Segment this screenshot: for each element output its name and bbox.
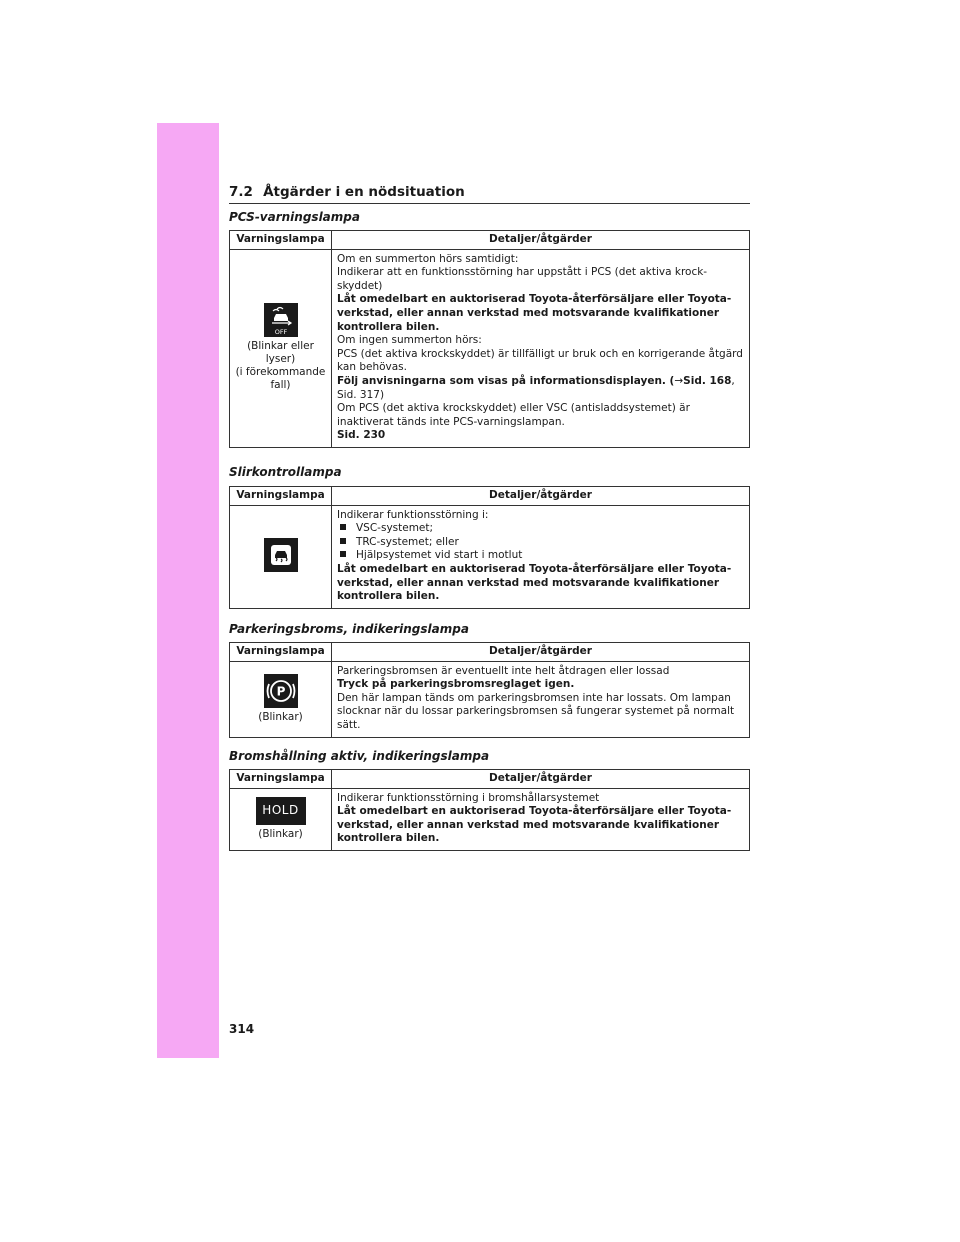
col-details: Detaljer/åtgärder [332,487,750,506]
col-details: Detaljer/åtgärder [332,231,750,250]
hold-table [229,769,750,851]
pcs-table [229,230,750,448]
page-link[interactable]: Sid. 230 [337,429,386,442]
col-details: Detaljer/åtgärder [332,643,750,662]
lamp-cell [230,661,332,737]
lamp-cell [230,505,332,608]
col-lamp: Varningslampa [230,487,332,506]
list-item: VSC-systemet; [337,522,744,536]
chapter-side-tab [157,123,219,1058]
lamp-cell [230,788,332,850]
section-number: 7.2 [229,184,253,200]
list-item: TRC-systemet; eller [337,536,744,550]
svg-text:OFF: OFF [274,328,287,337]
table-header-row [230,487,750,506]
section-header [229,181,750,204]
lamp-caption: (Blinkar) [258,710,303,723]
col-lamp: Varningslampa [230,643,332,662]
page-link[interactable]: Sid. 317) [337,388,385,401]
table-header-row [230,643,750,662]
slip-title: Slirkontrollampa [229,465,342,479]
page-number: 314 [229,1022,255,1036]
lamp-cell [230,249,332,447]
col-lamp: Varningslampa [230,231,332,250]
table-header-row [230,770,750,789]
brake-hold-icon: HOLD [256,797,306,825]
section-title: Åtgärder i en nödsituation [263,184,465,200]
details-cell: Indikerar funktionsstörning i bromshållarsystemet Låt omedelbart en auktoriserad Toyota-återförsäljare eller Toyota-verkstad, eller annan verkstad med motsvarande kvalifikationer kontrollera bilen. [332,788,750,850]
parking-brake-icon [264,674,298,708]
slip-indicator-icon [264,538,298,572]
table-row [230,505,750,608]
park-title: Parkeringsbroms, indikeringslampa [229,622,469,636]
details-cell: Om en summerton hörs samtidigt: Indikerar att en funktionsstörning har uppstått i PCS (det aktiva krock-skyddet) Låt omedelbart en auktoriserad Toyota-återförsäljare eller Toyota-verkstad, eller annan verkstad med motsvarande kvalifikationer kontrollera bilen. Om ingen summerton hörs: PCS (det aktiva krockskyddet) är tillfälligt ur bruk och en korrigerande åtgärd kan behövas. Följ anvisningarna som visas på informationsdisplayen. (→Sid. 168, Sid. 317) Om PCS (det aktiva krockskyddet) eller VSC (antisladdsystemet) är inaktiverat tänds inte PCS-varningslampan. Sid. 230 [332,249,750,447]
table-row [230,249,750,447]
details-cell: Indikerar funktionsstörning i: VSC-systemet; TRC-systemet; eller Hjälpsystemet vid start i motlut Låt omedelbart en auktoriserad Toyota-återförsäljare eller Toyota-verkstad, eller annan verkstad med motsvarande kvalifikationer kontrollera bilen. [332,505,750,608]
slip-table [229,486,750,609]
hold-title: Bromshållning aktiv, indikeringslampa [229,749,490,763]
list-item: Hjälpsystemet vid start i motlut [337,549,744,563]
park-table [229,642,750,738]
details-cell: Parkeringsbromsen är eventuellt inte helt åtdragen eller lossad Tryck på parkeringsbromsreglaget igen. Den här lampan tänds om parkeringsbromsen inte har lossats. Om lampan slocknar när du lossar parkeringsbromsen så fungerar systemet på normalt sätt. [332,661,750,737]
pcs-off-icon [264,303,298,337]
table-header-row [230,231,750,250]
col-lamp: Varningslampa [230,770,332,789]
col-details: Detaljer/åtgärder [332,770,750,789]
lamp-caption: (Blinkar eller lyser) (i förekommande fall) [235,340,326,392]
svg-text:P: P [276,684,285,699]
table-row [230,661,750,737]
lamp-caption: (Blinkar) [258,827,303,840]
table-row [230,788,750,850]
pcs-title: PCS-varningslampa [229,210,360,224]
page-link[interactable]: Sid. 168 [683,374,732,387]
